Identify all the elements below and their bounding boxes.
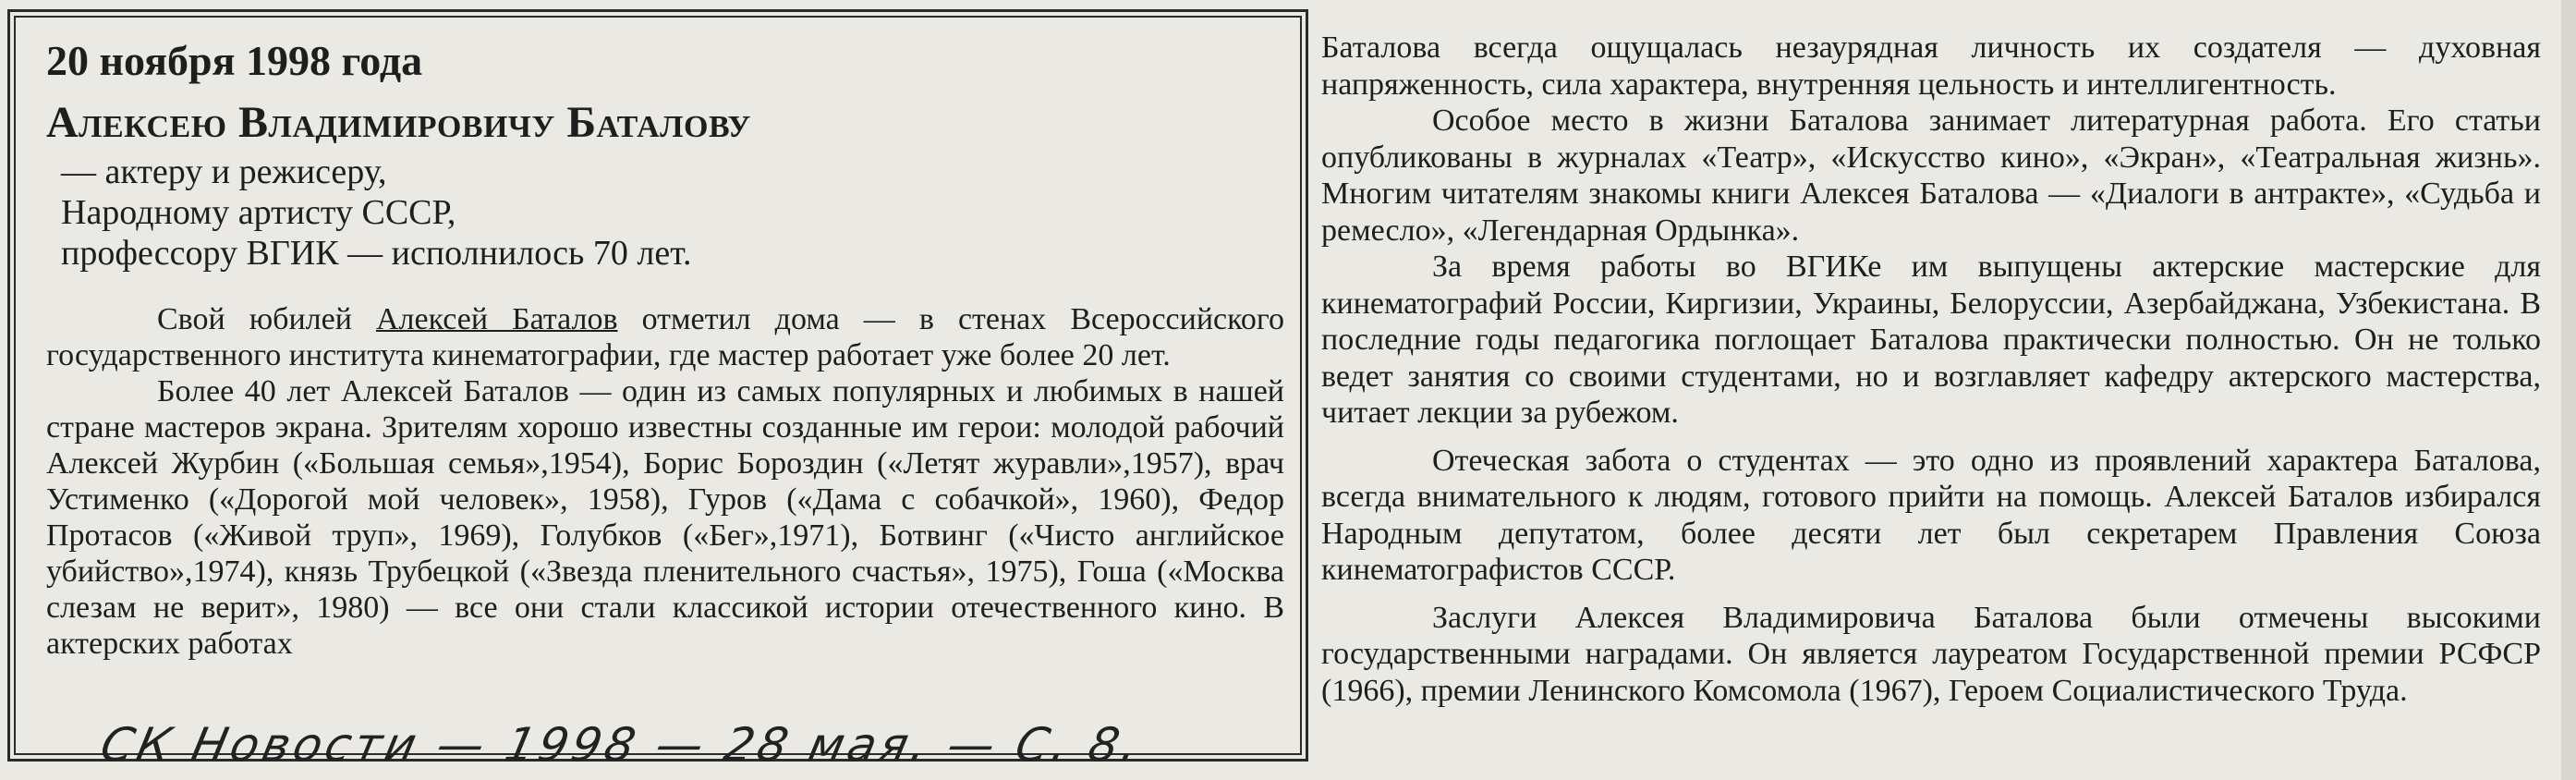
paragraph-text: отметил дома — в стенах Всероссийского государственного института кинематографии, где мастер работает уже более 20 лет. — [46, 302, 1285, 372]
date-heading: 20 ноября 1998 года — [46, 37, 423, 84]
right-column — [1321, 30, 2541, 709]
left-column — [46, 35, 1284, 662]
paragraph: За время работы во ВГИКе им выпущены актерские мастерские для кинематографий России, Киргизии, Украины, Белоруссии, Азербайджана, Узбекистана. В последние годы педагогика поглощает Баталова практически полностью. Он не только ведет занятия со своими студентами, но и возглавляет кафедру актерского мастерства, читает лекции за рубежом. — [1321, 250, 2541, 430]
paragraph: Более 40 лет Алексей Баталов — один из самых популярных и любимых в нашей стране мастеров экрана. Зрителям хорошо известны созданные им герои: молодой рабочий Алексей Журбин («Большая семья»,1954), Борис Бороздин («Летят журавли»,1957), врач Устименко («Дорогой мой человек», 1958), Гуров («Дама с собачкой», 1960), Федор Протасов («Живой труп», 1969), Голубков («Бег»,1971), Ботвинг («Чисто английское убийство»,1974), князь Трубецкой («Звезда пленительного счастья», 1975), Гоша («Москва слезам не верит», 1980) — все они стали классикой истории отечественного кино. В актерских работах — [46, 374, 1284, 661]
paragraph: Баталова всегда ощущалась незаурядная личность их создателя — духовная напряженность, сила характера, внутренняя цельность и интеллигентность. — [1321, 30, 2541, 102]
page-edge — [2561, 0, 2576, 780]
subtitle-line: Народному артисту СССР, — [61, 193, 456, 232]
paragraph — [46, 301, 1284, 373]
paragraph: Заслуги Алексея Владимировича Баталова были отмечены высокими государственными наградами. Он является лауреатом Государственной премии РСФСР (1966), премии Ленинского Комсомола (1967), Героем Социалистического Труда. — [1321, 600, 2541, 708]
handwritten-source-note: СК Новости — 1998 — 28 мая. — С. 8. — [95, 718, 1147, 772]
name-heading: Алексею Владимировичу Баталову — [46, 98, 751, 147]
paragraph: Особое место в жизни Баталова занимает литературная работа. Его статьи опубликованы в журналах «Театр», «Искусство кино», «Экран», «Театральная жизнь». Многим читателям знакомы книги Алексея Баталова — «Диалоги в антракте», «Судьба и ремесло», «Легендарная Ордынка». — [1321, 104, 2541, 248]
subtitle-line: — актеру и режисеру, — [61, 152, 387, 191]
underlined-name: Алексей Баталов — [375, 302, 618, 336]
paragraph-text: Свой юбилей — [157, 302, 376, 336]
subtitle-lines — [61, 152, 1284, 274]
paragraph: Отеческая забота о студентах — это одно из проявлений характера Баталова, всегда внимательного к людям, готового прийти на помощь. Алексей Баталов избирался Народным депутатом, более десяти лет был секретарем Правления Союза кинематографистов СССР. — [1321, 443, 2541, 587]
subtitle-line: профессору ВГИК — исполнилось 70 лет. — [61, 234, 692, 273]
